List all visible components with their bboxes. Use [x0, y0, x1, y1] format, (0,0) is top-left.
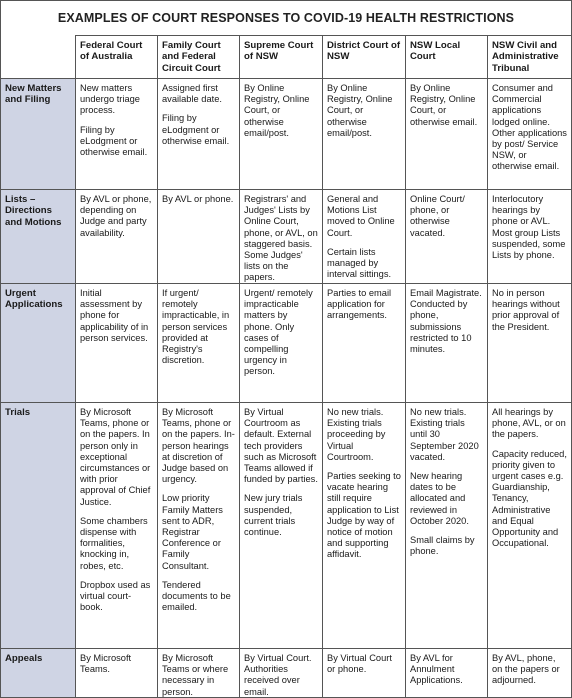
table-cell: [240, 190, 323, 284]
cell-paragraph: Filing by eLodgment or otherwise email.: [162, 113, 230, 146]
cell-paragraph: Initial assessment by phone for applicability of in person services.: [80, 288, 149, 343]
cell-paragraph: By Microsoft Teams.: [80, 653, 132, 675]
cell-paragraph: By Microsoft Teams, phone or on the papers. In-person hearings at discretion of Judge based on urgency.: [162, 407, 235, 485]
table-cell: [323, 190, 406, 284]
cell-paragraph: Certain lists managed by interval sittings.: [327, 246, 392, 280]
column-header-supreme-court-of-nsw: Supreme Court of NSW: [240, 35, 323, 79]
cell-paragraph: Some chambers dispense with formalities, knocking in, robes, etc.: [80, 515, 148, 571]
column-header-nsw-local-court: NSW Local Court: [406, 35, 488, 79]
cell-paragraph: Low priority Family Matters sent to ADR, Registrar Conference or Family Consultant.: [162, 493, 223, 571]
cell-paragraph: Small claims by phone.: [410, 535, 475, 557]
cell-paragraph: General and Motions List moved to Online Court.: [327, 194, 395, 238]
cell-paragraph: Parties seeking to vacate hearing still require application to List Judge by way of notice of motion and supporting affidavit.: [327, 471, 401, 560]
table-cell: [406, 403, 488, 649]
table-cell: [158, 403, 240, 649]
table-cell: [158, 649, 240, 697]
cell-paragraph: New matters undergo triage process.: [80, 83, 140, 116]
table-cell: [240, 403, 323, 649]
cell-paragraph: If urgent/ remotely impracticable, in person services provided at Registry's discretion.: [162, 288, 230, 366]
cell-paragraph: By Online Registry, Online Court, or otherwise email.: [410, 83, 478, 127]
cell-paragraph: Dropbox used as virtual court-book.: [80, 579, 151, 613]
cell-paragraph: By AVL, phone, on the papers or adjourned.: [492, 653, 560, 686]
cell-paragraph: Urgent/ remotely impracticable matters by phone. Only cases of compelling urgency in person.: [244, 288, 313, 377]
cell-paragraph: Assigned first available date.: [162, 83, 222, 105]
table-cell: [158, 284, 240, 403]
table-cell: [76, 649, 158, 697]
table-grid: [1, 35, 571, 697]
table-cell: [488, 284, 571, 403]
cell-paragraph: By AVL for Annulment Applications.: [410, 653, 463, 686]
cell-paragraph: New jury trials suspended, current trials continue.: [244, 493, 303, 538]
column-header-nsw-civil-and-administrative-tribunal: NSW Civil and Administrative Tribunal: [488, 35, 571, 79]
cell-paragraph: All hearings by phone, AVL, or on the papers.: [492, 407, 566, 440]
cell-paragraph: By Online Registry, Online Court, or otherwise email/post.: [244, 83, 310, 138]
table-cell: [323, 403, 406, 649]
table-cell: [488, 79, 571, 190]
cell-paragraph: No new trials. Existing trials until 30 September 2020 vacated.: [410, 407, 479, 462]
cell-paragraph: Parties to email application for arrangements.: [327, 288, 392, 321]
cell-paragraph: No new trials. Existing trials proceeding by Virtual Courtroom.: [327, 407, 386, 462]
cell-paragraph: By Virtual Court or phone.: [327, 653, 392, 675]
cell-paragraph: New hearing dates to be allocated and reviewed in October 2020.: [410, 471, 469, 526]
cell-paragraph: By AVL or phone.: [162, 194, 234, 204]
row-header-trials: Trials: [1, 403, 76, 649]
row-header-new-matters-and-filing: New Matters and Filing: [1, 79, 76, 190]
table-cell: [406, 79, 488, 190]
table-cell: [406, 649, 488, 697]
table-cell: [406, 190, 488, 284]
column-header-district-court-of-nsw: District Court of NSW: [323, 35, 406, 79]
cell-paragraph: Capacity reduced, priority given to urgent cases e.g. Guardianship, Tenancy, Administrative and Equal Opportunity and Occupational.: [492, 448, 567, 549]
table-cell: [488, 403, 571, 649]
table-cell: [158, 79, 240, 190]
table-cell: [488, 190, 571, 284]
row-header-urgent-applications: Urgent Applications: [1, 284, 76, 403]
table-cell: [406, 284, 488, 403]
table-cell: [323, 649, 406, 697]
cell-paragraph: Tendered documents to be emailed.: [162, 579, 231, 613]
cell-paragraph: Email Magistrate. Conducted by phone, submissions restricted to 10 minutes.: [410, 288, 482, 355]
table-title: EXAMPLES OF COURT RESPONSES TO COVID-19 HEALTH RESTRICTIONS: [1, 1, 571, 36]
cell-paragraph: Consumer and Commercial applications lodged online. Other applications by post/ Service NSW, or otherwise email.: [492, 83, 567, 172]
table-cell: [76, 403, 158, 649]
cell-paragraph: By Online Registry, Online Court, or otherwise email/post.: [327, 83, 393, 138]
table-cell: [158, 190, 240, 284]
table-cell: [323, 79, 406, 190]
cell-paragraph: By Microsoft Teams or where necessary in person.: [162, 653, 229, 697]
table-cell: [240, 649, 323, 697]
cell-paragraph: Registrars' and Judges' Lists by Online Court, phone, or AVL, on staggered basis. Some Judges' lists on the papers.: [244, 194, 318, 283]
cell-paragraph: By Microsoft Teams, phone or on the papers. In person only in exceptional circumstances or with prior approval of Chief Justice.: [80, 407, 151, 507]
row-header-appeals: Appeals: [1, 649, 76, 697]
cell-paragraph: By Virtual Court. Authorities received over email.: [244, 653, 312, 697]
cell-paragraph: By Virtual Courtroom as default. External tech providers such as Microsoft Teams allowed if funded by parties.: [244, 407, 318, 485]
table-cell: [240, 79, 323, 190]
column-header-family-court-and-federal-circuit-court: Family Court and Federal Circuit Court: [158, 35, 240, 79]
cell-paragraph: Filing by eLodgment or otherwise email.: [80, 124, 148, 158]
table-cell: [323, 284, 406, 403]
cell-paragraph: By AVL or phone, depending on Judge and party availability.: [80, 194, 152, 238]
table-cell: [240, 284, 323, 403]
table-cell: [488, 649, 571, 697]
cell-paragraph: No in person hearings without prior approval of the President.: [492, 288, 560, 332]
table-cell: [76, 79, 158, 190]
header-corner: [1, 35, 76, 79]
table-cell: [76, 284, 158, 403]
cell-paragraph: Online Court/ phone, or otherwise vacated.: [410, 194, 465, 238]
table-cell: [76, 190, 158, 284]
cell-paragraph: Interlocutory hearings by phone or AVL. Most group Lists suspended, some Lists by phone.: [492, 194, 566, 261]
row-header-lists-directions-and-motions: Lists – Directions and Motions: [1, 190, 76, 284]
column-header-federal-court-of-australia: Federal Court of Australia: [76, 35, 158, 79]
